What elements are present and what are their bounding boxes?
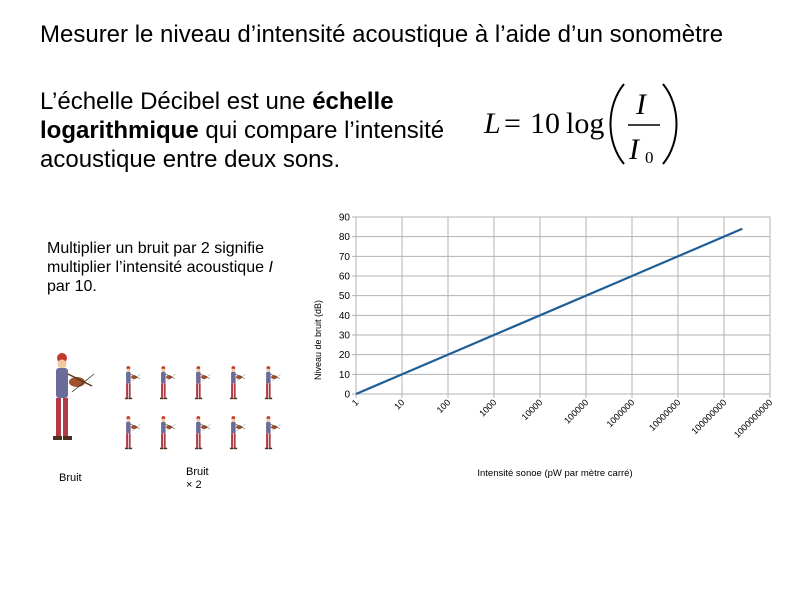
chart-y-tick-label: 30 [338, 330, 350, 342]
caption-bruit-x2-line2: × 2 [186, 479, 202, 491]
formula-factor: 10 [530, 107, 560, 140]
chart-x-tick-label: 10000 [519, 397, 545, 423]
chart-x-tick-label: 1000 [477, 397, 499, 419]
chart-x-tick-label: 100000000 [689, 397, 729, 437]
formula-l: L [484, 107, 501, 140]
chart-x-axis-label: Intensité sonoe (pW par mètre carré) [477, 468, 633, 479]
formula-subscript: 0 [645, 148, 654, 167]
chart-x-tick-label: 1 [349, 397, 361, 408]
chart-x-tick-label: 10 [392, 397, 407, 412]
chart-y-tick-label: 60 [338, 271, 350, 283]
note-italic-i: I [268, 259, 273, 276]
chart-y-tick-label: 0 [344, 389, 350, 401]
formula-equals: = [504, 107, 521, 140]
formula-right-paren [663, 84, 677, 164]
violinist-illustration [40, 350, 300, 450]
caption-bruit: Bruit [59, 472, 82, 484]
formula-denominator: I [629, 133, 639, 166]
slide-title: Mesurer le niveau d’intensité acoustique à l’aide d’un sonomètre [40, 21, 724, 48]
chart-y-tick-label: 90 [338, 212, 350, 224]
intro-text-2: qui compare l’intensité acoustique entre deux sons. [40, 117, 445, 173]
chart-x-tick-label: 10000000 [647, 397, 683, 433]
chart-x-tick-label: 100 [434, 397, 453, 416]
formula-numerator: I [636, 88, 646, 121]
chart-y-tick-label: 20 [338, 350, 350, 362]
chart-x-tick-label: 1000000 [604, 397, 637, 430]
chart-y-tick-label: 80 [338, 232, 350, 244]
chart-y-tick-label: 10 [338, 369, 350, 381]
chart-y-tick-label: 70 [338, 251, 350, 263]
intro-bold: échelle logarithmique [40, 88, 394, 144]
decibel-formula [478, 78, 678, 170]
note-text-1: Multiplier un bruit par 2 signifie multiplier l’intensité acoustique [47, 240, 269, 276]
chart-x-tick-label: 1000000000 [731, 397, 775, 440]
note-text-2: par 10. [47, 278, 97, 295]
decibel-chart [300, 205, 790, 500]
chart-y-ticks [339, 213, 351, 401]
formula-left-paren [611, 84, 625, 164]
chart-x-tick-label: 100000 [562, 397, 591, 426]
note-paragraph [47, 239, 287, 296]
caption-bruit-x2-line1: Bruit [186, 466, 209, 478]
violinist-big [53, 353, 94, 440]
chart-series [356, 229, 742, 394]
intro-paragraph [40, 87, 460, 174]
chart-y-axis-label: Niveau de bruit (dB) [313, 299, 323, 381]
formula-log: log [566, 107, 605, 140]
chart-y-tick-label: 40 [338, 310, 350, 322]
chart-series-line [356, 229, 742, 394]
chart-y-tick-label: 50 [338, 291, 350, 303]
intro-text-1: L’échelle Décibel est une [40, 88, 313, 115]
caption-bruit-x2 [186, 466, 209, 492]
violinist-grid [125, 366, 281, 449]
chart-x-ticks [350, 397, 775, 439]
